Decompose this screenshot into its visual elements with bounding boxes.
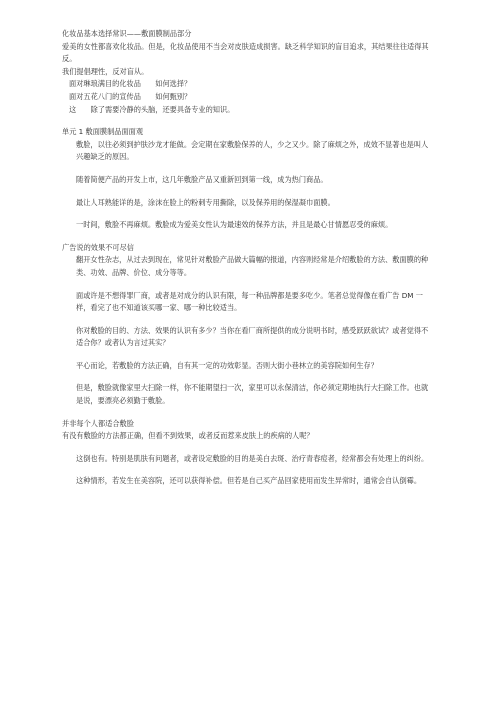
body-paragraph: 面或许是不想得罪厂商，或者是对成分的认识有限，每一种品牌都是要多吃少。笔者总觉得像在看广告 DM 一样，看完了也不知道该买哪一家、哪一种比较适当。 [76, 290, 423, 313]
section-heading: 单元 1 敷面膜制品面面观 [62, 127, 144, 137]
document-body [62, 28, 434, 488]
body-paragraph: 但是，敷脸就像家里大扫除一样，你不能期望扫一次，家里可以永保清洁，你必须定期地执行大扫除工作。也就是说，要漂亮必须勤于敷脸。 [76, 383, 429, 406]
body-paragraph: 你对敷脸的目的、方法、效果的认识有多少？当你在看厂商所提供的成分说明书时，感受跃跃欲试？或者觉得不适合你？或者认为言过其实？ [76, 325, 429, 348]
question-line: 面对五花八门的宣传品 如何甄别？ [69, 91, 192, 101]
body-paragraph: 有没有敷脸的方法都正确，但看不到效果，或者反而惹来皮肤上的疾病的人呢？ [62, 431, 314, 441]
body-paragraph: 平心而论，若敷脸的方法正确，自有其一定的功效彰显。否则大街小巷林立的美容院如何生存？ [76, 360, 378, 370]
body-paragraph: 一时间，敷脸不再麻烦。敷脸成为爱美女性认为最速效的保养方法，并且是最心甘情愿忍受的麻烦。 [76, 220, 393, 230]
answer-line: 这 除了需要冷静的头脑，还要具备专业的知识。 [69, 104, 235, 114]
intro-paragraph: 爱美的女性都喜欢化妆品。但是，化妆品使用不当会对皮肤造成损害。缺乏科学知识的盲目追求，其结果往往适得其反。 [62, 41, 429, 64]
body-paragraph: 翻开女性杂志，从过去到现在，常见针对敷脸产品做大篇幅的报道，内容则经常是介绍敷脸的方法、敷面膜的种类、功效、品牌、价位、成分等等。 [76, 255, 429, 277]
body-paragraph: 这种情形，若发生在美容院，还可以获得补偿。但若是自己买产品回家使用而发生异常时，通常会自认倒霉。 [76, 476, 422, 486]
body-paragraph: 这倒也有。特别是肌肤有问题者，或者设定敷脸的目的是美白去斑、治疗青春痘者，经常都会有处理上的纠纷。 [76, 453, 429, 463]
body-paragraph: 随着简便产品的开发上市，这几年敷脸产品又重新回到第一线，成为热门商品。 [76, 174, 328, 184]
body-paragraph: 敷脸，以往必须到护肤沙龙才能做。会定期在家敷脸保养的人，少之又少。除了麻烦之外，成效不显著也是叫人兴趣缺乏的原因。 [76, 139, 429, 162]
question-line: 面对琳琅满目的化妆品 如何选择？ [69, 79, 192, 89]
section-heading: 广告说的效果不可尽信 [62, 242, 134, 252]
document-title: 化妆品基本选择常识——敷面膜制品部分 [62, 29, 192, 38]
body-paragraph: 最让人耳熟能详的是，涂沫在脸上的粉刺专用撕除，以及保养用的保湿凝巾面膜。 [76, 197, 335, 207]
section-heading: 并非每个人都适合敷脸 [62, 418, 134, 428]
intro-statement: 我们提倡理性，反对盲从。 [62, 66, 149, 76]
